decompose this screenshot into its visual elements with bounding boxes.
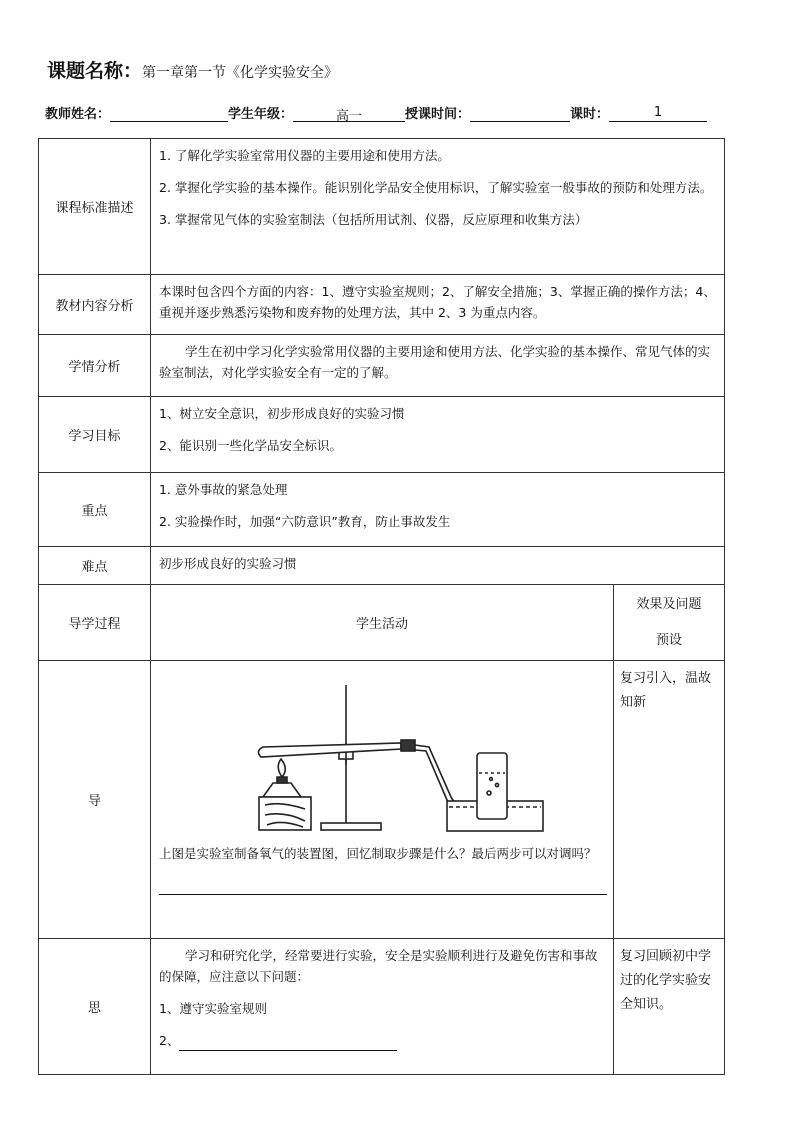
guide-content — [151, 661, 614, 939]
students-label: 学情分析 — [39, 335, 151, 397]
think-item-2-prefix: 2、 — [159, 1033, 180, 1048]
period-label: 课时： — [570, 107, 610, 122]
grade-label: 学生年级： — [228, 107, 294, 122]
key-label: 重点 — [39, 473, 151, 547]
lesson-title — [47, 56, 338, 83]
period-field[interactable]: 1 — [609, 105, 707, 122]
difficulty-content: 初步形成良好的实验习惯 — [151, 547, 725, 585]
students-content: 学生在初中学习化学实验常用仪器的主要用途和使用方法、化学实验的基本操作、常见气体的实验室制法，对化学实验安全有一定的了解。 — [151, 335, 725, 397]
effect-col-line2: 预设 — [655, 632, 682, 648]
analysis-content: 本课时包含四个方面的内容：1、遵守实验室规则；2、了解安全措施；3、掌握正确的操作方法；4、重视并逐步熟悉污染物和废弃物的处理方法，其中 2、3 为重点内容。 — [151, 275, 725, 335]
time-label: 授课时间： — [405, 107, 471, 122]
standard-content — [151, 139, 725, 275]
key-item: 1. 意外事故的紧急处理 — [159, 482, 288, 497]
time-field[interactable] — [470, 105, 570, 122]
guide-question: 上图是实验室制备氧气的装置图，回忆制取步骤是什么？最后两步可以对调吗？ — [159, 846, 597, 861]
difficulty-label: 难点 — [39, 547, 151, 585]
think-item-2-line[interactable] — [179, 1036, 397, 1051]
think-content — [151, 939, 614, 1075]
row-think — [39, 939, 725, 1075]
row-analysis — [39, 275, 725, 335]
row-key — [39, 473, 725, 547]
analysis-label: 教材内容分析 — [39, 275, 151, 335]
goal-item: 2、能识别一些化学品安全标识。 — [159, 438, 342, 453]
guide-note: 复习引入，温故知新 — [614, 661, 725, 939]
lesson-plan-table — [38, 138, 725, 1075]
effect-col-label — [614, 585, 725, 661]
process-col-label: 导学过程 — [39, 585, 151, 661]
teacher-field[interactable] — [110, 105, 228, 122]
title-label: 课题名称： — [47, 60, 143, 82]
title-value: 第一章第一节《化学实验安全》 — [142, 65, 339, 81]
key-content — [151, 473, 725, 547]
row-process-header — [39, 585, 725, 661]
standard-item: 1. 了解化学实验室常用仪器的主要用途和使用方法。 — [159, 148, 450, 163]
teacher-label: 教师姓名： — [45, 107, 111, 122]
standard-label: 课程标准描述 — [39, 139, 151, 275]
standard-item: 2. 掌握化学实验的基本操作。能识别化学品安全使用标识，了解实验室一般事故的预防和处理方法。 — [159, 180, 713, 195]
think-label: 思 — [39, 939, 151, 1075]
guide-label: 导 — [39, 661, 151, 939]
key-item: 2. 实验操作时，加强“六防意识”教育，防止事故发生 — [159, 514, 451, 529]
row-guide — [39, 661, 725, 939]
goals-content — [151, 397, 725, 473]
teacher-info-line — [45, 103, 725, 122]
row-standard — [39, 139, 725, 275]
standard-item: 3. 掌握常见气体的实验室制法（包括所用试剂、仪器，反应原理和收集方法） — [159, 212, 588, 227]
guide-answer-line[interactable] — [159, 880, 607, 895]
goal-item: 1、树立安全意识，初步形成良好的实验习惯 — [159, 406, 405, 421]
think-item-1: 1、遵守实验室规则 — [159, 1001, 267, 1016]
grade-field[interactable]: 高一 — [293, 105, 405, 122]
think-intro: 学习和研究化学，经常要进行实验，安全是实验顺利进行及避免伤害和事故的保障，应注意以下问题： — [159, 948, 598, 984]
activity-col-label: 学生活动 — [151, 585, 614, 661]
row-difficulty — [39, 547, 725, 585]
think-item-2 — [159, 1030, 605, 1051]
think-note: 复习回顾初中学过的化学实验安全知识。 — [614, 939, 725, 1075]
oxygen-apparatus-diagram — [251, 677, 551, 837]
goals-label: 学习目标 — [39, 397, 151, 473]
effect-col-line1: 效果及问题 — [636, 596, 702, 612]
row-goals — [39, 397, 725, 473]
row-students — [39, 335, 725, 397]
